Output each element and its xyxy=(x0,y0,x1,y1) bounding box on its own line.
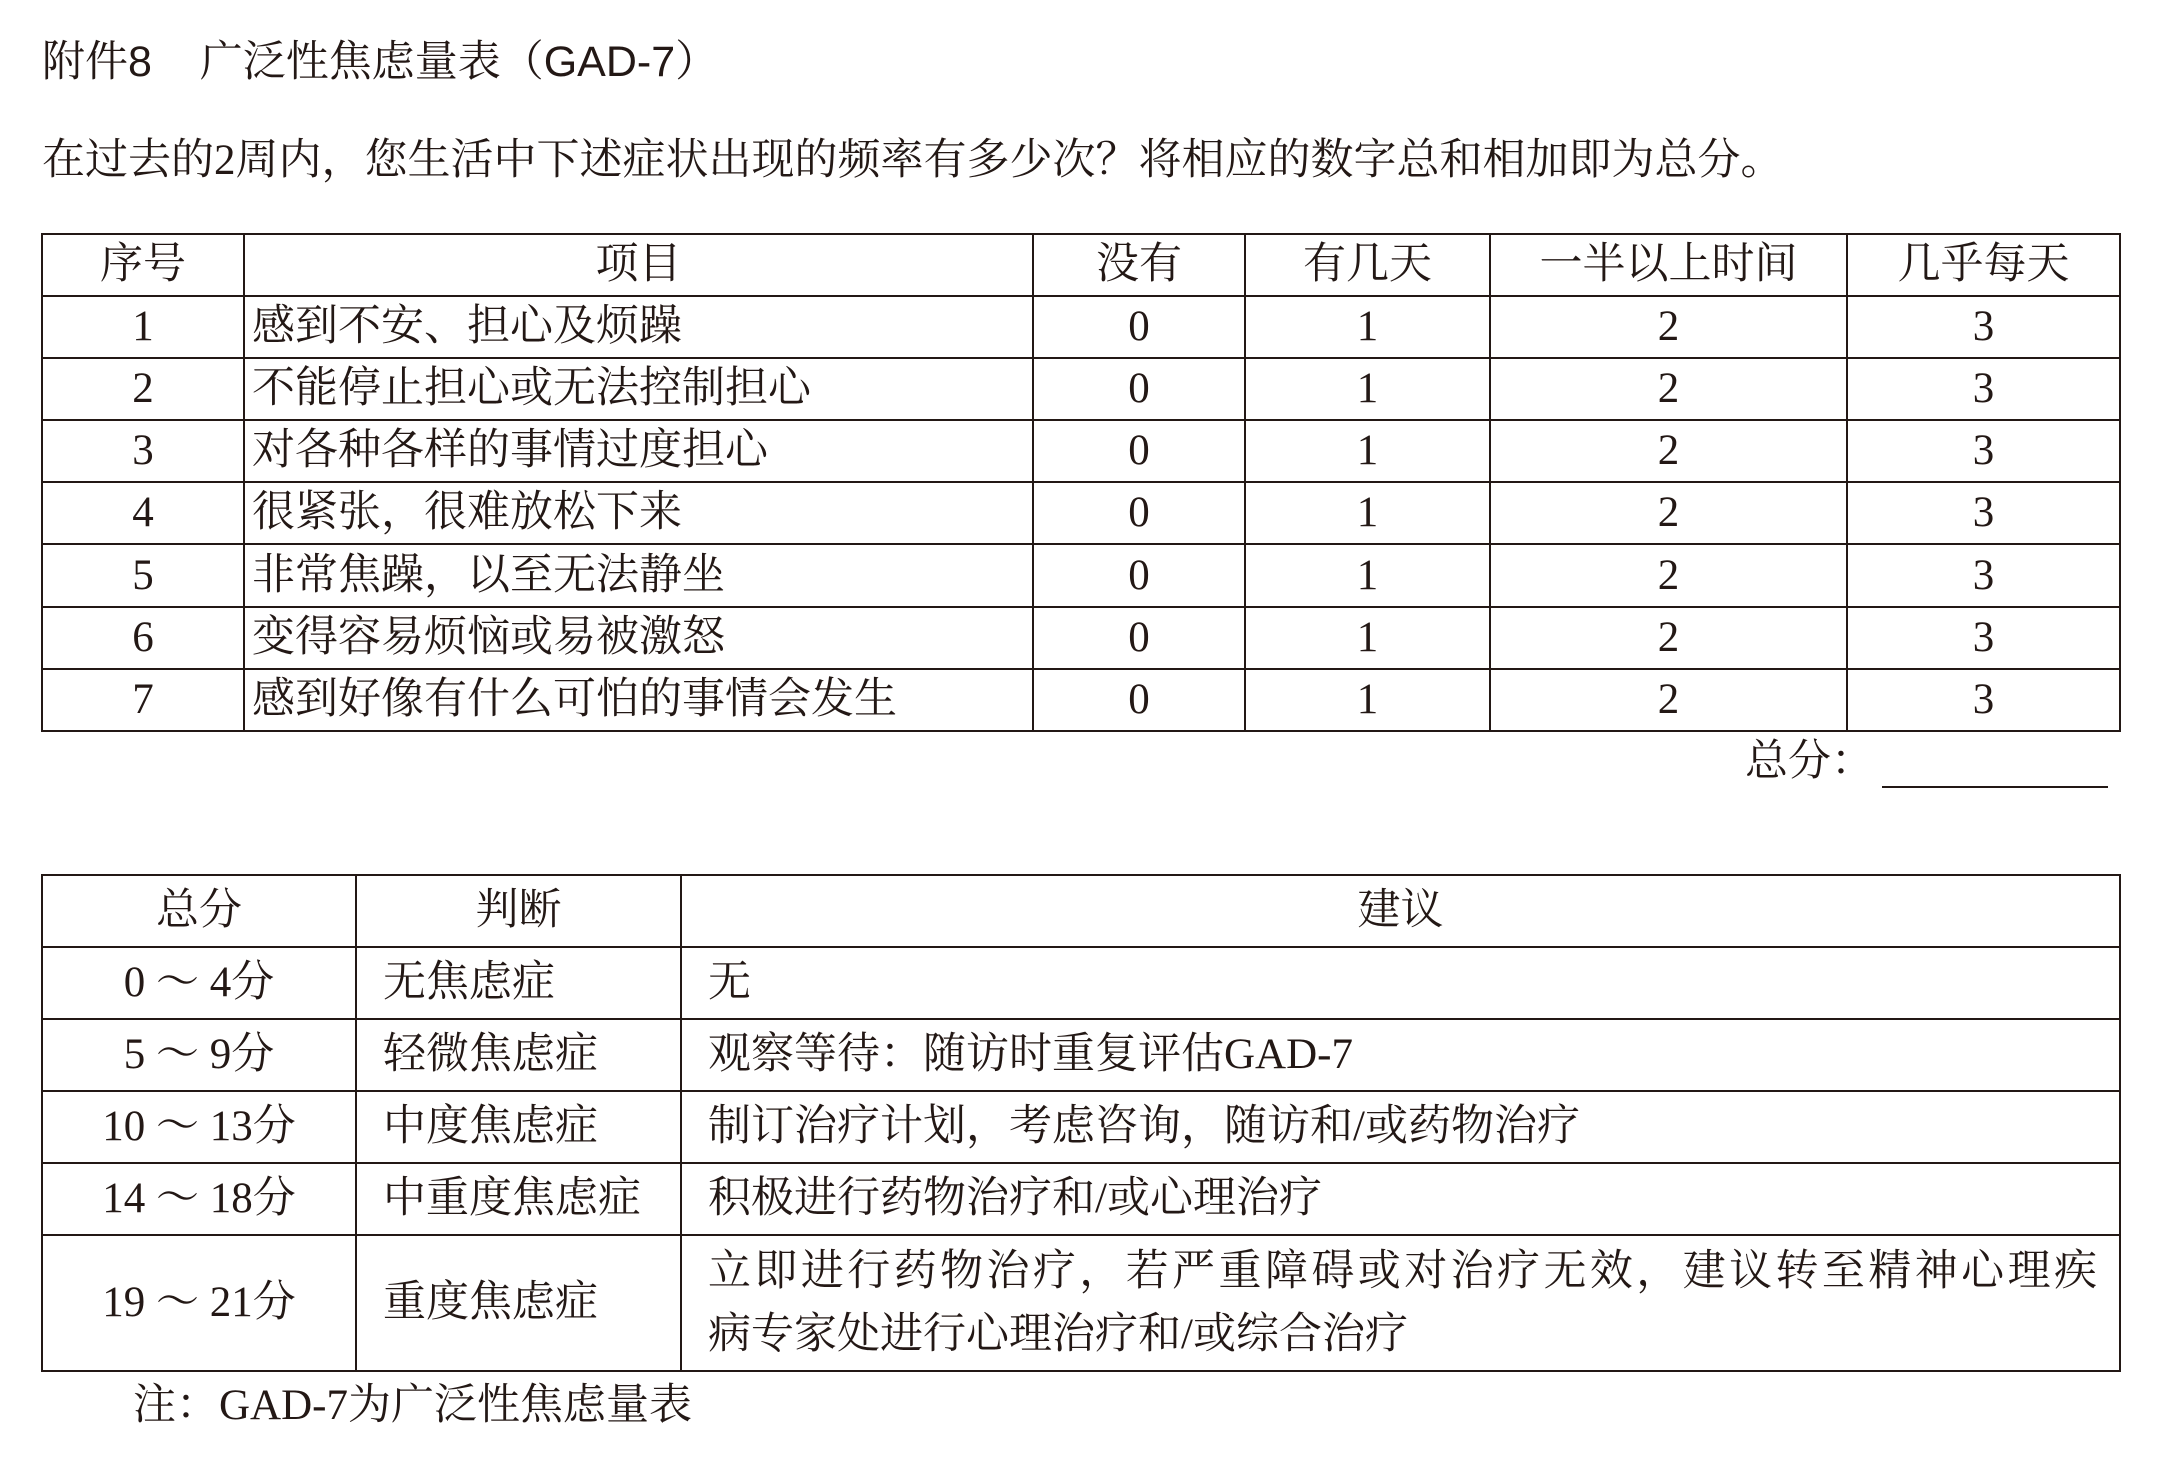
score-more-than-half: 2 xyxy=(1490,544,1847,606)
score-nearly-every-day: 3 xyxy=(1847,607,2120,669)
table-row xyxy=(42,482,2120,544)
header-none: 没有 xyxy=(1033,234,1245,296)
score-none: 0 xyxy=(1033,296,1245,358)
header-nearly-every-day: 几乎每天 xyxy=(1847,234,2120,296)
score-none: 0 xyxy=(1033,358,1245,420)
score-nearly-every-day: 3 xyxy=(1847,669,2120,731)
score-more-than-half: 2 xyxy=(1490,607,1847,669)
score-nearly-every-day: 3 xyxy=(1847,544,2120,606)
header-total-score: 总分 xyxy=(42,875,356,947)
row-number: 6 xyxy=(42,607,244,669)
score-more-than-half: 2 xyxy=(1490,482,1847,544)
row-item: 感到不安、担心及烦躁 xyxy=(244,296,1033,358)
score-several-days: 1 xyxy=(1245,482,1490,544)
table-row xyxy=(42,420,2120,482)
judgment: 中重度焦虑症 xyxy=(356,1163,681,1235)
score-several-days: 1 xyxy=(1245,420,1490,482)
score-more-than-half: 2 xyxy=(1490,420,1847,482)
score-none: 0 xyxy=(1033,544,1245,606)
row-number: 5 xyxy=(42,544,244,606)
table-row xyxy=(42,607,2120,669)
row-number: 7 xyxy=(42,669,244,731)
judgment: 中度焦虑症 xyxy=(356,1091,681,1163)
table-row xyxy=(42,1163,2120,1235)
table-header-row xyxy=(42,234,2120,296)
row-number: 3 xyxy=(42,420,244,482)
score-more-than-half: 2 xyxy=(1490,358,1847,420)
score-range: 19 ～ 21分 xyxy=(42,1235,356,1371)
score-none: 0 xyxy=(1033,607,1245,669)
score-none: 0 xyxy=(1033,420,1245,482)
score-more-than-half: 2 xyxy=(1490,296,1847,358)
header-advice: 建议 xyxy=(681,875,2120,947)
gad7-scale-table xyxy=(41,233,2121,732)
score-range: 5 ～ 9分 xyxy=(42,1019,356,1091)
advice-line-1: 立即进行药物治疗，若严重障碍或对治疗无效，建议转至精神心理疾 xyxy=(708,1248,2097,1295)
score-nearly-every-day: 3 xyxy=(1847,482,2120,544)
interpretation-table xyxy=(41,874,2121,1372)
judgment: 重度焦虑症 xyxy=(356,1235,681,1371)
total-score-blank-line[interactable] xyxy=(1882,742,2108,788)
table-row xyxy=(42,1235,2120,1371)
advice: 无 xyxy=(681,947,2120,1019)
table-row xyxy=(42,544,2120,606)
score-range: 0 ～ 4分 xyxy=(42,947,356,1019)
judgment: 无焦虑症 xyxy=(356,947,681,1019)
table-row xyxy=(42,1019,2120,1091)
judgment: 轻微焦虑症 xyxy=(356,1019,681,1091)
score-several-days: 1 xyxy=(1245,607,1490,669)
header-more-than-half: 一半以上时间 xyxy=(1490,234,1847,296)
header-several-days: 有几天 xyxy=(1245,234,1490,296)
score-none: 0 xyxy=(1033,482,1245,544)
document-title: 附件8 广泛性焦虑量表（GAD-7） xyxy=(42,38,719,86)
instruction-text: 在过去的2周内，您生活中下述症状出现的频率有多少次？将相应的数字总和相加即为总分。 xyxy=(42,137,1784,184)
score-range: 14 ～ 18分 xyxy=(42,1163,356,1235)
row-item: 感到好像有什么可怕的事情会发生 xyxy=(244,669,1033,731)
total-score-label: 总分： xyxy=(1745,738,1874,785)
advice xyxy=(681,1235,2120,1371)
row-item: 变得容易烦恼或易被激怒 xyxy=(244,607,1033,669)
row-number: 4 xyxy=(42,482,244,544)
score-more-than-half: 2 xyxy=(1490,669,1847,731)
row-number: 2 xyxy=(42,358,244,420)
row-item: 不能停止担心或无法控制担心 xyxy=(244,358,1033,420)
header-item: 项目 xyxy=(244,234,1033,296)
table-row xyxy=(42,669,2120,731)
row-item: 对各种各样的事情过度担心 xyxy=(244,420,1033,482)
score-several-days: 1 xyxy=(1245,296,1490,358)
advice: 制订治疗计划，考虑咨询，随访和/或药物治疗 xyxy=(681,1091,2120,1163)
footnote: 注：GAD-7为广泛性焦虑量表 xyxy=(133,1382,692,1429)
score-nearly-every-day: 3 xyxy=(1847,358,2120,420)
score-nearly-every-day: 3 xyxy=(1847,420,2120,482)
score-range: 10 ～ 13分 xyxy=(42,1091,356,1163)
total-score-field xyxy=(1745,736,2108,788)
score-none: 0 xyxy=(1033,669,1245,731)
advice-line-2: 病专家处进行心理治疗和/或综合治疗 xyxy=(708,1311,1408,1358)
score-several-days: 1 xyxy=(1245,544,1490,606)
table-row xyxy=(42,296,2120,358)
score-several-days: 1 xyxy=(1245,669,1490,731)
header-number: 序号 xyxy=(42,234,244,296)
header-judgment: 判断 xyxy=(356,875,681,947)
row-number: 1 xyxy=(42,296,244,358)
score-nearly-every-day: 3 xyxy=(1847,296,2120,358)
score-several-days: 1 xyxy=(1245,358,1490,420)
advice: 积极进行药物治疗和/或心理治疗 xyxy=(681,1163,2120,1235)
table-row xyxy=(42,358,2120,420)
row-item: 很紧张，很难放松下来 xyxy=(244,482,1033,544)
table-header-row xyxy=(42,875,2120,947)
table-row xyxy=(42,947,2120,1019)
advice: 观察等待：随访时重复评估GAD-7 xyxy=(681,1019,2120,1091)
row-item: 非常焦躁，以至无法静坐 xyxy=(244,544,1033,606)
table-row xyxy=(42,1091,2120,1163)
